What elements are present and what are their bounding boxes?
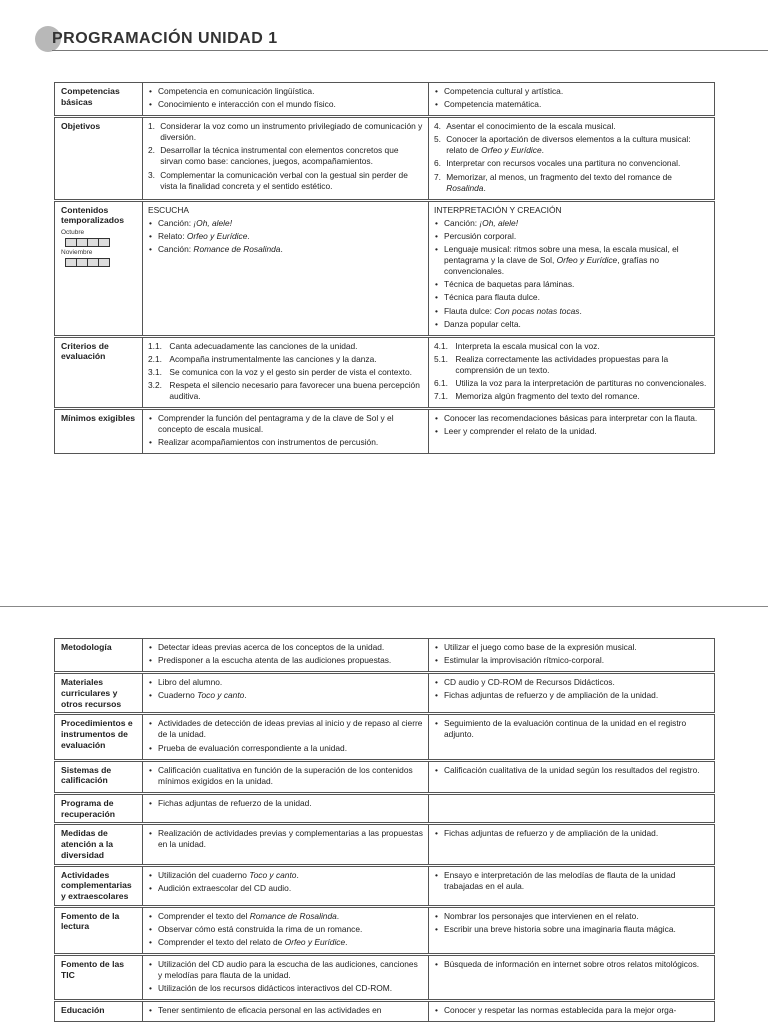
table-row xyxy=(55,956,715,1000)
table-row xyxy=(55,907,715,953)
bullet-item: • Ensayo e interpretación de las melodías de flauta de la unidad trabajadas en el aula. xyxy=(434,870,709,892)
bullet-item: • Danza popular celta. xyxy=(434,319,709,330)
item-number: 3.2. xyxy=(148,379,162,390)
bullet-item: • Percusión corporal. xyxy=(434,231,709,242)
numbered-item xyxy=(434,341,709,352)
row-label-text: Materiales curriculares y otros recursos xyxy=(61,677,122,709)
bullet-item: • Competencia en comunicación lingüística. xyxy=(148,86,423,97)
numbered-item xyxy=(434,121,709,132)
right-column-cell xyxy=(429,907,715,953)
left-column-cell xyxy=(143,761,429,792)
numbered-item xyxy=(434,158,709,169)
item-text: Respeta el silencio necesario para favorecer una buena percepción auditiva. xyxy=(169,379,420,402)
row-label-text: Procedimientos e instrumentos de evaluación xyxy=(61,718,133,750)
bullet-item: • Utilización del CD audio para la escucha de las audiciones, canciones y melodías para flauta de la unidad. xyxy=(148,959,423,981)
row-label-text: Fomento de las TIC xyxy=(61,959,125,980)
left-column-cell xyxy=(143,907,429,953)
left-column-cell xyxy=(143,410,429,454)
row-label xyxy=(55,83,143,116)
table-row xyxy=(55,118,715,200)
item-text: Utiliza la voz para la interpretación de partituras no convencionales. xyxy=(455,377,707,388)
row-label-text: Fomento de la lectura xyxy=(61,910,120,932)
item-number: 3.1. xyxy=(148,366,162,377)
right-column-cell xyxy=(429,866,715,905)
item-text: Asentar el conocimiento de la escala musical. xyxy=(446,121,616,132)
bullet-item: • Lenguaje musical: ritmos sobre una mesa, la escala musical, el pentagrama y la clave de Sol, Orfeo y Eurídice, grafías no convencionales. xyxy=(434,244,709,277)
row-label-text: Metodología xyxy=(61,642,112,652)
item-number: 6. xyxy=(434,158,441,169)
bullet-item: • Canción: ¡Oh, alele! xyxy=(434,218,709,229)
bullet-item: • Comprender el texto del Romance de Rosalinda. xyxy=(148,911,423,922)
right-column-cell xyxy=(429,410,715,454)
table-row xyxy=(55,639,715,672)
week-box xyxy=(98,258,110,267)
numbered-item xyxy=(148,354,423,365)
row-label-text: Contenidos temporalizados xyxy=(61,204,125,226)
week-boxes xyxy=(65,238,137,247)
calendar-months xyxy=(61,229,137,267)
item-text: Realiza correctamente las actividades propuestas para la comprensión de un texto. xyxy=(455,353,669,375)
row-label-text: Actividades complementarias y extraescolares xyxy=(61,869,132,901)
right-column-cell xyxy=(429,118,715,200)
table-row xyxy=(55,761,715,792)
right-column-cell xyxy=(429,83,715,116)
month-label: Octubre xyxy=(61,229,85,237)
bullet-item: • Fichas adjuntas de refuerzo de la unidad. xyxy=(148,798,423,809)
bullet-item: • Prueba de evaluación correspondiente a la unidad. xyxy=(148,743,423,754)
numbered-item xyxy=(434,172,709,194)
numbered-item xyxy=(434,391,709,402)
bullet-item: • Realizar acompañamientos con instrumentos de percusión. xyxy=(148,437,423,448)
table-row xyxy=(55,794,715,822)
left-column-cell xyxy=(143,1002,429,1022)
row-label xyxy=(55,866,143,905)
row-label-text: Competencias básicas xyxy=(61,86,120,107)
item-number: 2.1. xyxy=(148,353,162,364)
bullet-item: • Conocer y respetar las normas establecida para la mejor orga- xyxy=(434,1005,709,1016)
item-number: 2. xyxy=(148,145,155,156)
item-number: 4. xyxy=(434,121,441,132)
left-column-cell xyxy=(143,825,429,864)
item-number: 1.1. xyxy=(148,340,162,351)
row-label xyxy=(55,715,143,759)
bullet-item: • Comprender el texto del relato de Orfeo y Eurídice. xyxy=(148,937,423,948)
numbered-item xyxy=(148,170,423,192)
bullet-item: • Utilización del cuaderno Toco y canto. xyxy=(148,870,423,881)
bullet-item: • Búsqueda de información en internet sobre otros relatos mitológicos. xyxy=(434,959,709,970)
item-number: 3. xyxy=(148,169,155,180)
bullet-item: • Técnica de baquetas para láminas. xyxy=(434,279,709,290)
item-number: 4.1. xyxy=(434,340,448,351)
bullet-item: • Comprender la función del pentagrama y de la clave de Sol y el concepto de escala musical. xyxy=(148,413,423,435)
item-text: Desarrollar la técnica instrumental con elementos concretos que sirvan como base: canciones, juegos, acompañamientos. xyxy=(160,145,399,167)
left-column-cell xyxy=(143,639,429,672)
right-column-cell xyxy=(429,825,715,864)
item-number: 7.1. xyxy=(434,391,448,402)
numbered-item xyxy=(148,380,423,402)
programming-table-top xyxy=(54,82,715,454)
row-label xyxy=(55,956,143,1000)
row-label xyxy=(55,761,143,792)
item-text: Interpreta la escala musical con la voz. xyxy=(455,340,600,351)
bullet-item: • Conocimiento e interacción con el mundo físico. xyxy=(148,99,423,110)
page-title: PROGRAMACIÓN UNIDAD 1 xyxy=(52,30,278,47)
week-boxes xyxy=(65,258,137,267)
numbered-item xyxy=(148,367,423,378)
row-label xyxy=(55,118,143,200)
bullet-item: • Nombrar los personajes que intervienen en el relato. xyxy=(434,911,709,922)
bullet-item: • CD audio y CD-ROM de Recursos Didácticos. xyxy=(434,677,709,688)
bullet-item: • Utilizar el juego como base de la expresión musical. xyxy=(434,642,709,653)
item-number: 5. xyxy=(434,134,441,145)
bullet-item: • Seguimiento de la evaluación continua de la unidad en el registro adjunto. xyxy=(434,718,709,740)
row-label xyxy=(55,639,143,672)
numbered-item xyxy=(434,354,709,376)
left-column-cell xyxy=(143,866,429,905)
item-number: 1. xyxy=(148,121,155,132)
bullet-item: • Escribir una breve historia sobre una imaginaria flauta mágica. xyxy=(434,924,709,935)
bullet-item: • Realización de actividades previas y complementarias a las propuestas en la unidad. xyxy=(148,828,423,850)
bullet-item: • Detectar ideas previas acerca de los conceptos de la unidad. xyxy=(148,642,423,653)
week-box xyxy=(98,238,110,247)
bullet-item: • Técnica para flauta dulce. xyxy=(434,292,709,303)
numbered-item xyxy=(148,121,423,143)
bullet-item: • Utilización de los recursos didácticos interactivos del CD-ROM. xyxy=(148,983,423,994)
right-column-cell xyxy=(429,715,715,759)
row-label-text: Medidas de atención a la diversidad xyxy=(61,828,114,860)
item-text: Memoriza algún fragmento del texto del romance. xyxy=(455,391,640,402)
right-column-cell xyxy=(429,1002,715,1022)
item-number: 6.1. xyxy=(434,377,448,388)
right-column-cell xyxy=(429,337,715,407)
item-text: Acompaña instrumentalmente las canciones y la danza. xyxy=(169,353,377,364)
item-text: Conocer la aportación de diversos elementos a la cultura musical: relato de Orfeo y Eurídice. xyxy=(446,134,691,156)
bullet-item: • Competencia matemática. xyxy=(434,99,709,110)
left-column-cell xyxy=(143,674,429,713)
left-column-cell xyxy=(143,337,429,407)
numbered-item xyxy=(434,134,709,156)
row-label xyxy=(55,907,143,953)
right-column-cell xyxy=(429,674,715,713)
table-row xyxy=(55,825,715,864)
month-label: Noviembre xyxy=(61,249,93,257)
row-label-text: Programa de recuperación xyxy=(61,797,115,819)
page-separator xyxy=(0,606,768,607)
bullet-item: • Flauta dulce: Con pocas notas tocas. xyxy=(434,306,709,317)
left-column-cell xyxy=(143,118,429,200)
bullet-item: • Calificación cualitativa en función de la superación de los contenidos mínimos exigidos en la unidad. xyxy=(148,765,423,787)
bullet-item: • Calificación cualitativa de la unidad según los resultados del registro. xyxy=(434,765,709,776)
item-number: 7. xyxy=(434,171,441,182)
table-row xyxy=(55,83,715,116)
right-column-cell xyxy=(429,201,715,335)
bullet-item: • Fichas adjuntas de refuerzo y de ampliación de la unidad. xyxy=(434,828,709,839)
bullet-item: • Predisponer a la escucha atenta de las audiciones propuestas. xyxy=(148,655,423,666)
numbered-item xyxy=(148,145,423,167)
right-column-cell xyxy=(429,956,715,1000)
row-label xyxy=(55,794,143,822)
row-label xyxy=(55,825,143,864)
bullet-item: • Conocer las recomendaciones básicas para interpretar con la flauta. xyxy=(434,413,709,424)
bullet-item: • Libro del alumno. xyxy=(148,677,423,688)
table-row xyxy=(55,1002,715,1022)
table-row xyxy=(55,410,715,454)
bullet-item: • Canción: Romance de Rosalinda. xyxy=(148,244,423,255)
item-text: Canta adecuadamente las canciones de la unidad. xyxy=(169,340,358,351)
row-label xyxy=(55,1002,143,1022)
table-row xyxy=(55,715,715,759)
bullet-item: • Actividades de detección de ideas previas al inicio y de repaso al cierre de la unidad. xyxy=(148,718,423,740)
row-label-text: Sistemas de calificación xyxy=(61,764,112,786)
item-text: Interpretar con recursos vocales una partitura no convencional. xyxy=(446,158,681,169)
table-row xyxy=(55,866,715,905)
bullet-item: • Audición extraescolar del CD audio. xyxy=(148,883,423,894)
row-label-text: Mínimos exigibles xyxy=(61,413,136,424)
table-row xyxy=(55,201,715,335)
row-label xyxy=(55,337,143,407)
item-text: Memorizar, al menos, un fragmento del texto del romance de Rosalinda. xyxy=(446,171,672,193)
programming-table-bottom xyxy=(54,638,715,1022)
left-column-cell xyxy=(143,715,429,759)
table-row xyxy=(55,674,715,713)
bullet-item: • Observar cómo está construida la rima de un romance. xyxy=(148,924,423,935)
item-text: Considerar la voz como un instrumento privilegiado de comunicación y diversión. xyxy=(160,121,423,143)
table-row xyxy=(55,337,715,407)
right-column-cell xyxy=(429,761,715,792)
bullet-item: • Fichas adjuntas de refuerzo y de ampliación de la unidad. xyxy=(434,690,709,701)
left-column-cell xyxy=(143,83,429,116)
numbered-item xyxy=(434,378,709,389)
right-column-cell xyxy=(429,794,715,822)
bullet-item: • Tener sentimiento de eficacia personal en las actividades en xyxy=(148,1005,423,1016)
bullet-item: • Competencia cultural y artística. xyxy=(434,86,709,97)
row-label-text: Criterios de evaluación xyxy=(61,340,109,362)
row-label xyxy=(55,201,143,335)
row-label xyxy=(55,674,143,713)
bullet-item: • Relato: Orfeo y Eurídice. xyxy=(148,231,423,242)
numbered-item xyxy=(148,341,423,352)
left-column-cell xyxy=(143,956,429,1000)
bullet-item: • Leer y comprender el relato de la unidad. xyxy=(434,426,709,437)
item-number: 5.1. xyxy=(434,353,448,364)
bullet-item: • Canción: ¡Oh, alele! xyxy=(148,218,423,229)
row-label-text: Objetivos xyxy=(61,121,101,132)
row-label-text: Educación xyxy=(61,1005,105,1016)
section-heading: ESCUCHA xyxy=(148,204,189,215)
left-column-cell xyxy=(143,794,429,822)
bullet-item: • Cuaderno Toco y canto. xyxy=(148,690,423,701)
page-header xyxy=(0,28,768,50)
row-label xyxy=(55,410,143,454)
right-column-cell xyxy=(429,639,715,672)
bullet-item: • Estimular la improvisación rítmico-corporal. xyxy=(434,655,709,666)
left-column-cell xyxy=(143,201,429,335)
header-rule xyxy=(52,50,768,51)
section-heading: INTERPRETACIÓN Y CREACIÓN xyxy=(434,204,562,215)
item-text: Se comunica con la voz y el gesto sin perder de vista el contexto. xyxy=(169,366,412,377)
item-text: Complementar la comunicación verbal con la gestual sin perder de vista la finalidad concreta y el sentido estético. xyxy=(160,169,408,191)
